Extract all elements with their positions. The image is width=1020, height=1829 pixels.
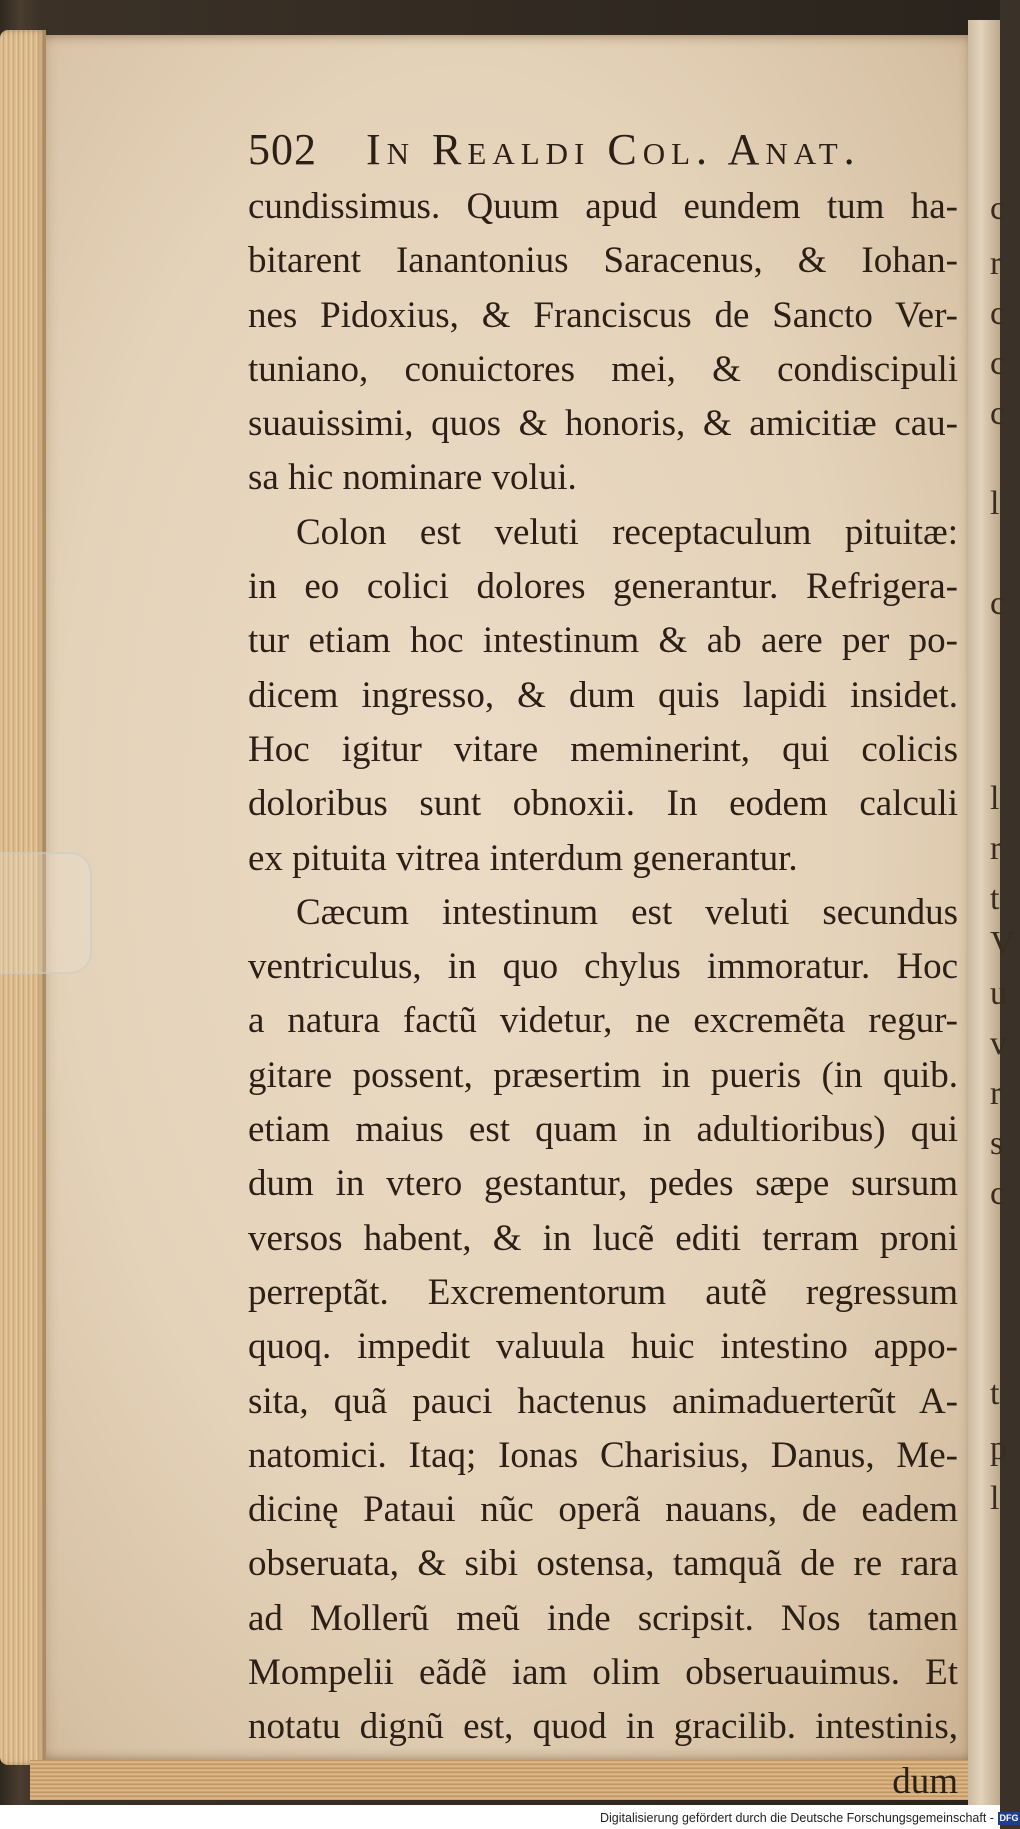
text-line: gitare possent, præsertim in pueris (in quib. xyxy=(248,1054,958,1096)
text-line: nes Pidoxius, & Franciscus de Sancto Ver- xyxy=(248,294,958,336)
margin-letter: c xyxy=(990,345,1006,382)
margin-letter: s xyxy=(990,1125,1004,1162)
margin-letter: r xyxy=(990,245,1002,282)
text-line: ventriculus, in quo chylus immoratur. Hoc xyxy=(248,946,958,988)
margin-letter: l xyxy=(990,780,1000,817)
text-line: dicinę Pataui nũc operã nauans, de eadem xyxy=(248,1489,958,1531)
catchword: dum xyxy=(892,1760,958,1802)
margin-letter: p xyxy=(990,1430,1007,1467)
text-line: obseruata, & sibi ostensa, tamquã de re rara xyxy=(248,1543,958,1585)
text-line: ad Mollerũ meũ inde scripsit. Nos tamen xyxy=(248,1597,958,1639)
text-line: quoq. impedit valuula huic intestino appo- xyxy=(248,1326,958,1368)
clasp-mark xyxy=(0,852,92,974)
page-text xyxy=(248,120,958,1809)
text-line: tuniano, conuictores mei, & condiscipuli xyxy=(248,348,958,390)
credit-text: Digitalisierung gefördert durch die Deutsche Forschungsgemeinschaft - xyxy=(600,1811,994,1825)
text-line: versos habent, & in lucẽ editi terram proni xyxy=(248,1217,958,1259)
text-line: Cæcum intestinum est veluti secundus xyxy=(296,891,958,933)
text-line: suauissimi, quos & honoris, & amicitiæ cau- xyxy=(248,403,958,445)
text-line: in eo colici dolores generantur. Refrigera- xyxy=(248,566,958,608)
margin-letter: c xyxy=(990,585,1006,622)
margin-letter: c xyxy=(990,190,1006,227)
margin-letter: r xyxy=(990,1075,1002,1112)
text-line: bitarent Ianantonius Saracenus, & Iohan- xyxy=(248,240,958,282)
page-number: 502 xyxy=(248,125,317,174)
running-head: In Realdi Col. Anat. xyxy=(366,125,861,174)
margin-letter: t xyxy=(990,880,1000,917)
margin-letter: r xyxy=(990,830,1002,867)
text-line: dicem ingresso, & dum quis lapidi insidet. xyxy=(248,674,958,716)
text-line: notatu dignũ est, quod in gracilib. intestinis, xyxy=(248,1706,958,1748)
margin-letter: V xyxy=(990,925,1015,962)
text-line: Colon est veluti receptaculum pituitæ: xyxy=(296,511,958,553)
page-header xyxy=(248,120,958,180)
text-line: tur etiam hoc intestinum & ab aere per po- xyxy=(248,620,958,662)
margin-letter: c xyxy=(990,395,1006,432)
text-line: sa hic nominare volui. xyxy=(248,457,577,499)
text-line: ex pituita vitrea interdum generantur. xyxy=(248,837,798,879)
text-line: natomici. Itaq; Ionas Charisius, Danus, Me- xyxy=(248,1434,958,1476)
text-line: cundissimus. Quum apud eundem tum ha- xyxy=(248,186,958,227)
dfg-logo-icon: DFG xyxy=(999,1813,1019,1824)
digitization-credit xyxy=(600,1808,1019,1829)
margin-letter: u xyxy=(990,975,1007,1012)
text-line: sita, quã pauci hactenus animaduerterũt A- xyxy=(248,1380,958,1422)
text-line: perreptãt. Excrementorum autẽ regressum xyxy=(248,1271,958,1313)
margin-letter: l xyxy=(990,1480,1000,1517)
text-line: etiam maius est quam in adultioribus) qui xyxy=(248,1109,958,1151)
text-line: doloribus sunt obnoxii. In eodem calculi xyxy=(248,783,958,825)
text-line: dum in vtero gestantur, pedes sæpe sursum xyxy=(248,1163,958,1205)
margin-letter: c xyxy=(990,295,1006,332)
text-line: Mompelii eãdẽ iam olim obseruauimus. Et xyxy=(248,1652,958,1694)
text-line: a natura factũ videtur, ne excremẽta regur- xyxy=(248,1000,958,1042)
margin-letter: c xyxy=(990,1175,1006,1212)
margin-letter: l xyxy=(990,485,1000,522)
margin-letter: t xyxy=(990,1375,1000,1412)
margin-letter: v xyxy=(990,1025,1007,1062)
text-line: Hoc igitur vitare meminerint, qui colicis xyxy=(248,728,958,770)
